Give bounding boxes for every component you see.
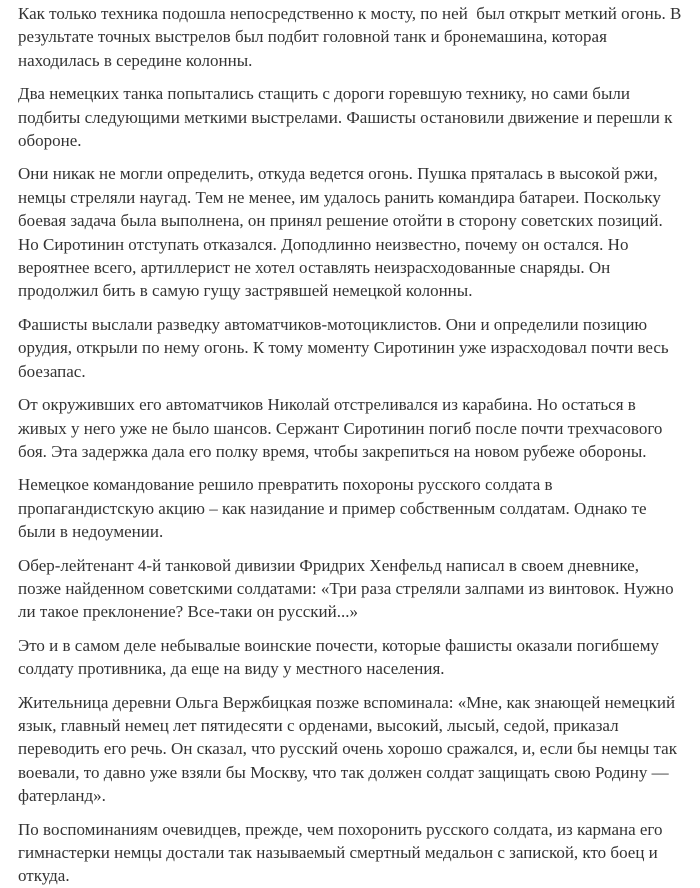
article-paragraph: Фашисты выслали разведку автоматчиков-мотоциклистов. Они и определили позицию орудия, открыли по нему огонь. К тому моменту Сиротинин уже израсходовал почти весь боезапас. (18, 314, 673, 381)
article-paragraph: От окруживших его автоматчиков Николай отстреливался из карабина. Но остаться в живых у него уже не было шансов. Сержант Сиротинин погиб после почти трехчасового боя. Эта задержка дала его полку время, чтобы закрепиться на новом рубеже обороны. (18, 395, 667, 461)
article-paragraph: По воспоминаниям очевидцев, прежде, чем похоронить русского солдата, из кармана его гимнастерки немцы достали так называемый смертный медальон с запиской, кто боец и откуда. (18, 819, 667, 886)
article-paragraph: Два немецких танка попытались стащить с дороги горевшую технику, но сами были подбиты следующими меткими выстрелами. Фашисты остановили движение и перешли к обороне. (18, 84, 677, 151)
article-paragraph: Они никак не могли определить, откуда ведется огонь. Пушка пряталась в высокой ржи, немцы стреляли наугад. Тем не менее, им удалось ранить командира батареи. Поскольку боевая задача была выполнена, он принял решение отойти в сторону советских позиций. Но Сиротинин отступать отказался. Доподлинно неизвестно, почему он остался. Но вероятнее всего, артиллерист не хотел оставлять неизрасходованные снаряды. Он продолжил бить в самую гущу застрявшей немецкой колонны. (18, 164, 667, 301)
article-paragraph: Как только техника подошла непосредственно к мосту, по ней был открыт меткий огонь. В результате точных выстрелов был подбит головной танк и бронемашина, которая находилась в середине колонны. (18, 4, 686, 70)
article-paragraph: Обер-лейтенант 4-й танковой дивизии Фридрих Хенфельд написал в своем дневнике, позже найденном советскими солдатами: «Три раза стреляли залпами из винтовок. Нужно ли такое преклонение? Все-таки он русский...» (18, 555, 678, 622)
article-paragraph: Немецкое командование решило превратить похороны русского солдата в пропагандистскую акцию – как назидание и пример собственным солдатам. Однако те были в недоумении. (18, 475, 651, 542)
article-paragraph: Жительница деревни Ольга Вержбицкая позже вспоминала: «Мне, как знающей немецкий язык, главный немец лет пятидесяти с орденами, высокий, лысый, седой, приказал переводить его речь. Он сказал, что русский очень хорошо сражался, и, если бы немцы так воевали, то давно уже взяли бы Москву, что так должен солдат защищать свою Родину — фатерланд». (18, 692, 682, 806)
article-paragraph: Это и в самом деле небывалые воинские почести, которые фашисты оказали погибшему солдату противника, да еще на виду у местного населения. (18, 635, 664, 679)
